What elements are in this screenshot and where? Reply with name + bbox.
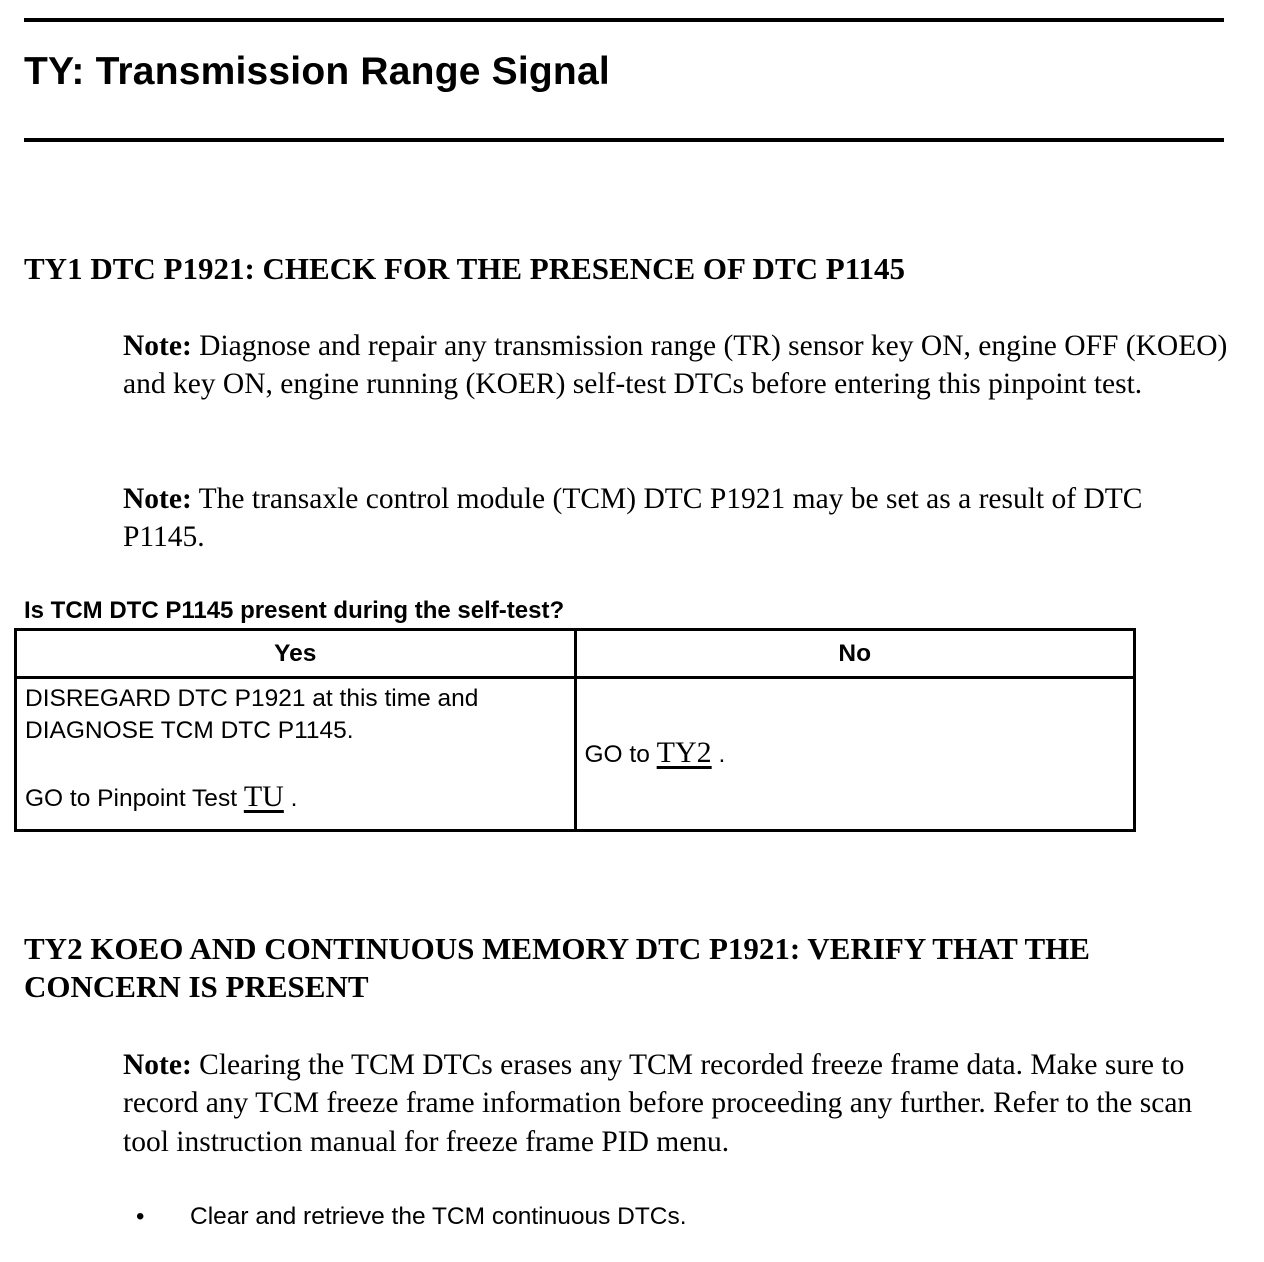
yes-instruction-line-2: DIAGNOSE TCM DTC P1145. [25,717,354,744]
bullet-list-item [136,1200,687,1234]
goto-suffix: . [290,785,298,812]
note-text: The transaxle control module (TCM) DTC P1921 may be set as a result of DTC P1145. [123,483,1143,554]
bullet-icon: • [136,1203,145,1230]
goto-prefix: GO to Pinpoint Test [25,785,237,812]
note-tr-sensor [123,327,1228,404]
table-header-row [16,630,1135,678]
step-ty2-heading: TY2 KOEO AND CONTINUOUS MEMORY DTC P1921: VERIFY THAT THE CONCERN IS PRESENT [24,931,1090,1004]
page-title: TY: Transmission Range Signal [24,50,610,93]
note-freeze-frame [123,1046,1228,1161]
link-ty2[interactable]: TY2 [656,736,712,769]
link-pinpoint-tu[interactable]: TU [243,780,284,813]
note-text: Clearing the TCM DTCs erases any TCM recorded freeze frame data. Make sure to record any TCM freeze frame information before proceeding any further. Refer to the scan tool instruction manual for freeze frame PID menu. [123,1049,1193,1158]
goto-prefix: GO to [584,741,650,768]
no-cell [575,678,1135,831]
question-p1145-present: Is TCM DTC P1145 present during the self-test? [24,597,565,624]
yes-cell [16,678,576,831]
yes-goto-line [25,781,566,815]
step-ty1-heading: TY1 DTC P1921: CHECK FOR THE PRESENCE OF DTC P1145 [24,251,905,286]
answer-table [14,628,1136,832]
note-label: Note: [123,330,192,362]
no-goto-line [585,737,1126,771]
note-label: Note: [123,1049,192,1081]
top-divider [24,18,1224,22]
title-divider [24,138,1224,142]
header-yes: Yes [16,630,576,678]
goto-suffix: . [718,741,726,768]
note-text: Diagnose and repair any transmission range (TR) sensor key ON, engine OFF (KOEO) and key ON, engine running (KOER) self-test DTCs before entering this pinpoint test. [123,330,1228,401]
table-row [16,678,1135,831]
note-label: Note: [123,483,192,515]
note-tcm-p1921 [123,480,1228,557]
header-no: No [575,630,1135,678]
yes-instruction-line-1: DISREGARD DTC P1921 at this time and [25,685,479,712]
bullet-text: Clear and retrieve the TCM continuous DTCs. [190,1203,687,1230]
